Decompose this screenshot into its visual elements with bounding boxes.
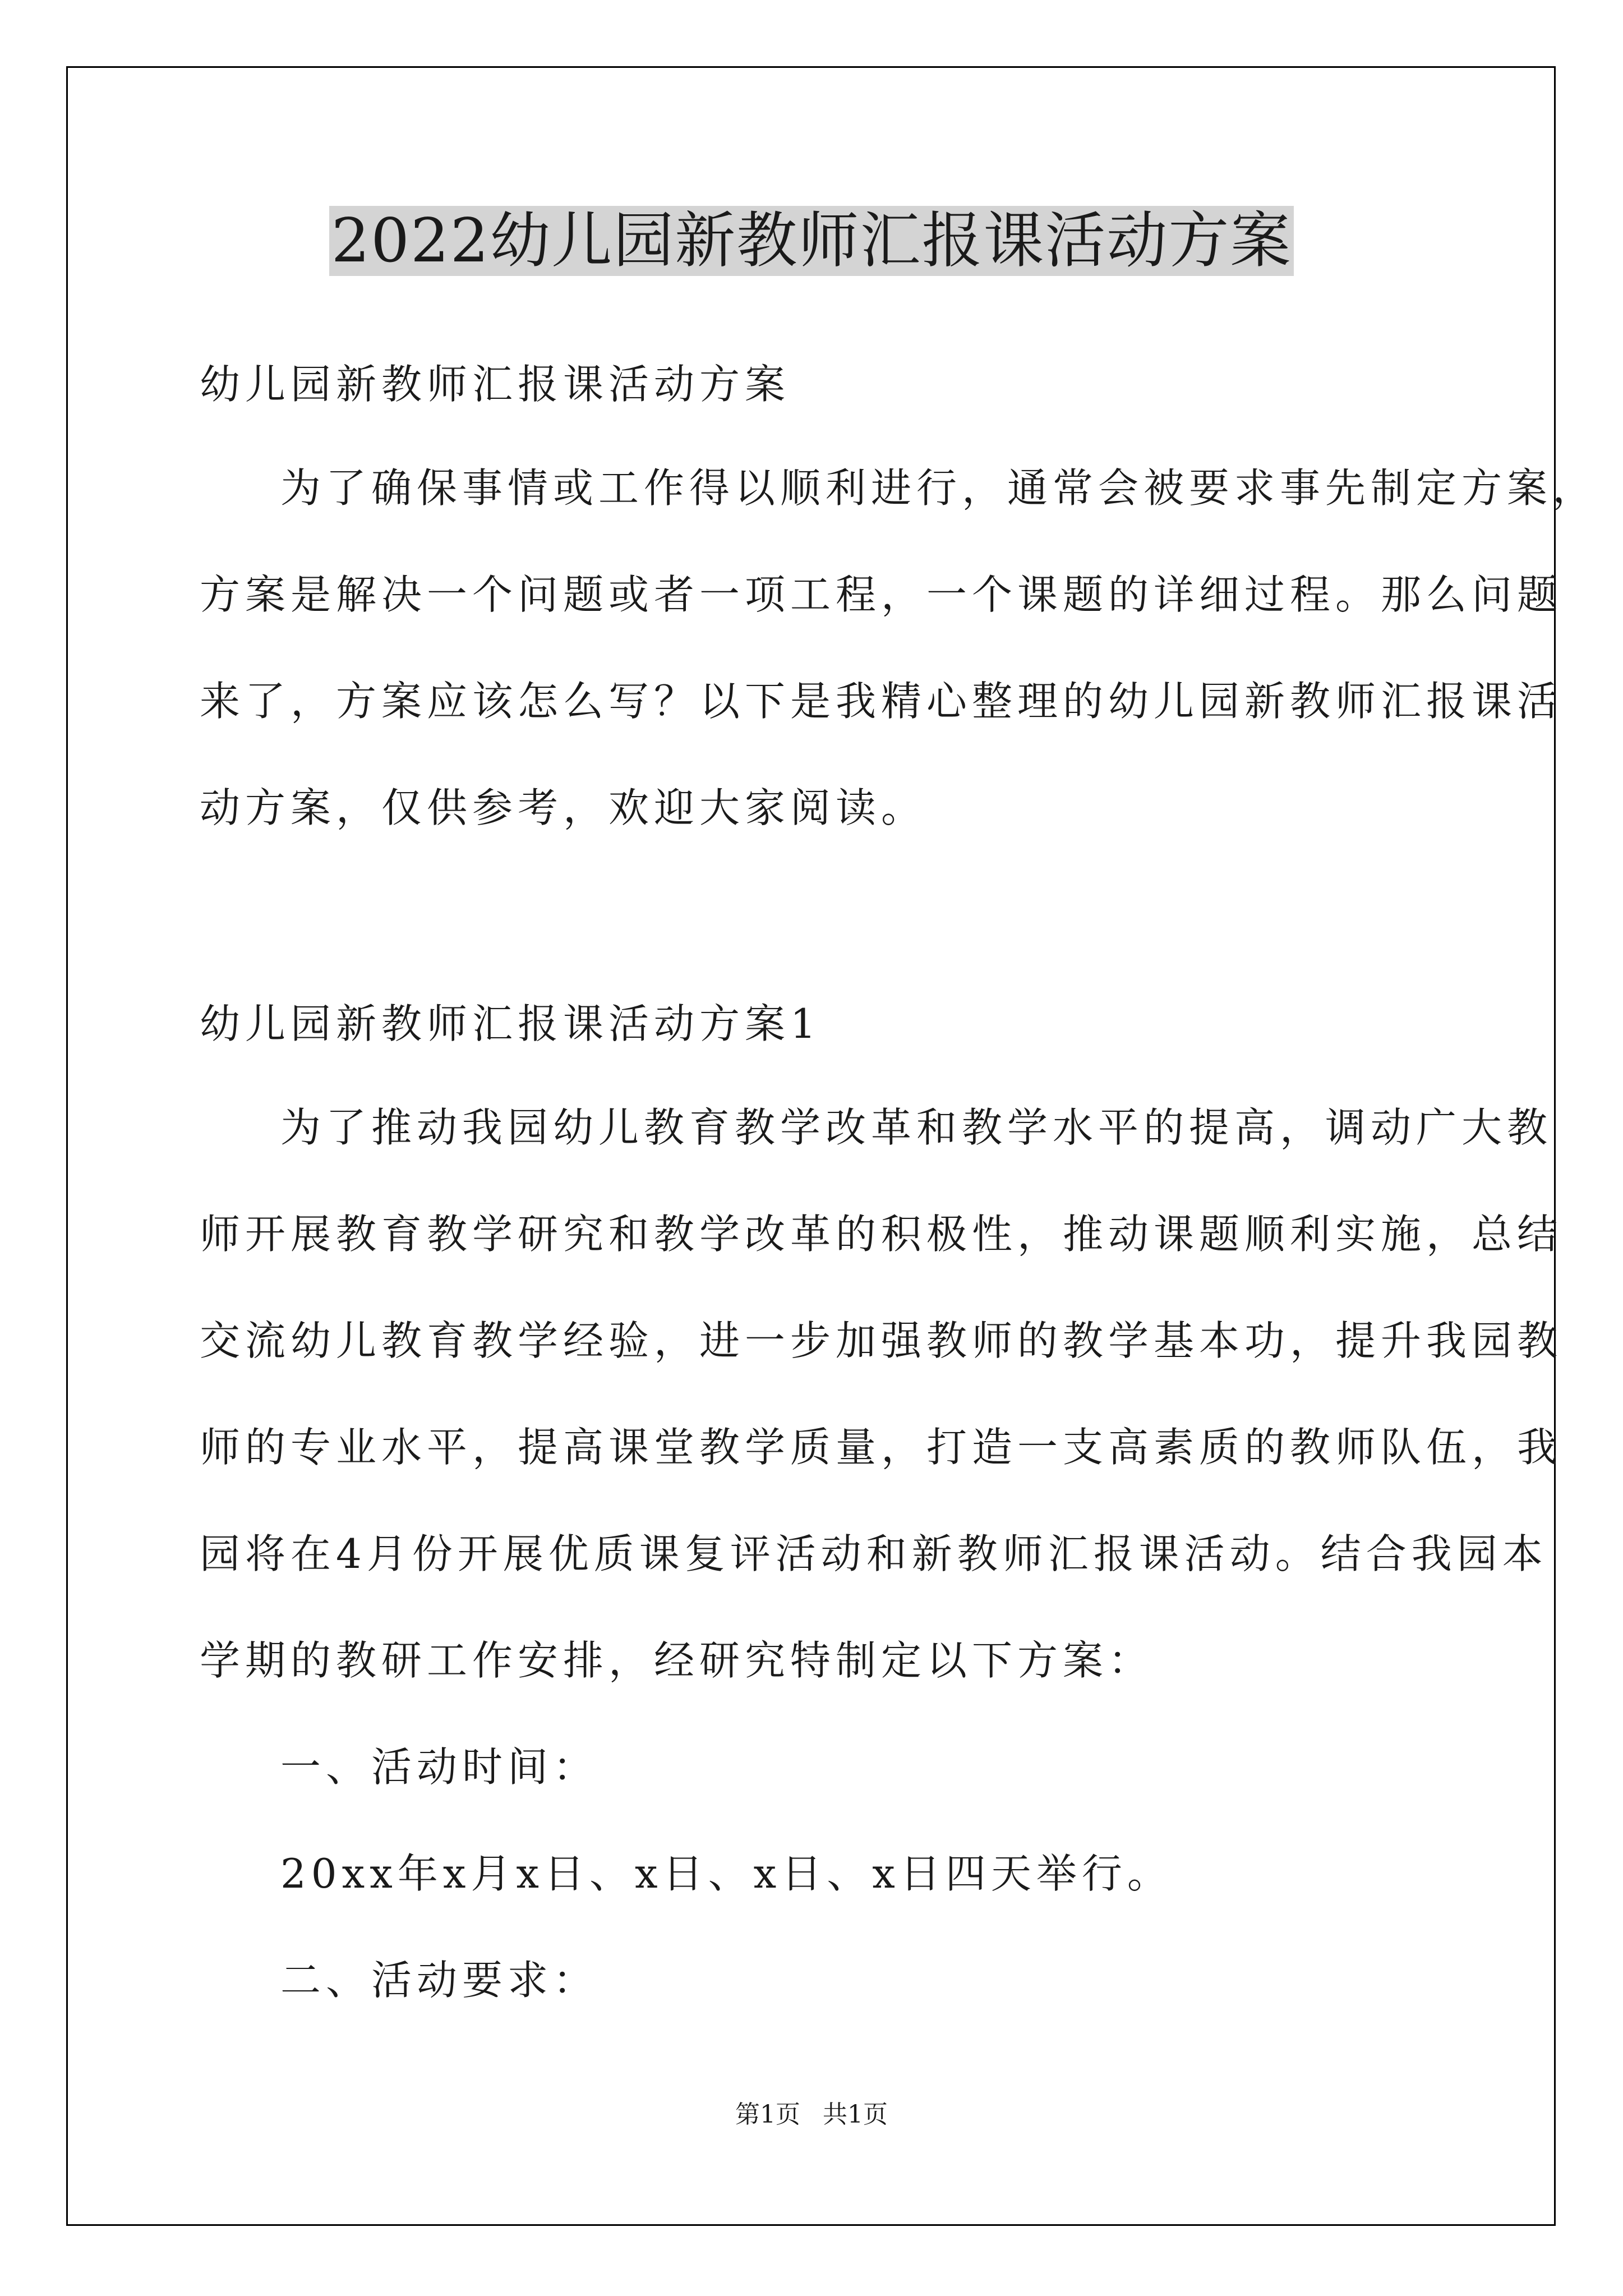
paragraph-line: 师开展教育教学研究和教学改革的积极性，推动课题顺利实施，总结 [200,1211,1563,1258]
page-number-total: 共1页 [823,2100,888,2129]
paragraph-line: 来了，方案应该怎么写？以下是我精心整理的幼儿园新教师汇报课活 [200,678,1563,725]
paragraph-line: 交流幼儿教育教学经验，进一步加强教师的教学基本功，提升我园教 [200,1317,1563,1364]
paragraph-line: 动方案，仅供参考，欢迎大家阅读。 [200,784,927,831]
item-heading-requirements: 二、活动要求： [280,1957,599,2004]
document-title [0,199,1623,283]
document-subtitle: 幼儿园新教师汇报课活动方案 [200,361,791,408]
paragraph-line: 为了确保事情或工作得以顺利进行，通常会被要求事先制定方案， [280,464,1598,512]
section1-paragraph [200,1074,1563,1714]
paragraph-line: 园将在4月份开展优质课复评活动和新教师汇报课活动。结合我园本 [200,1530,1548,1577]
paragraph-line: 为了推动我园幼儿教育教学改革和教学水平的提高，调动广大教 [280,1104,1553,1151]
item-text-time: 20xx年x月x日、x日、x日、x日四天举行。 [280,1850,1173,1897]
page-footer [0,2098,1623,2132]
page-number-current: 第1页 [735,2100,800,2129]
document-title-text: 2022幼儿园新教师汇报课活动方案 [329,206,1294,276]
section-heading: 幼儿园新教师汇报课活动方案1 [200,1000,821,1047]
paragraph-line: 方案是解决一个问题或者一项工程，一个课题的详细过程。那么问题 [200,571,1563,618]
intro-paragraph [200,435,1598,861]
activity-items [200,1714,1433,2033]
item-heading-time: 一、活动时间： [280,1743,599,1791]
paragraph-line: 学期的教研工作安排，经研究特制定以下方案： [200,1637,1154,1684]
paragraph-line: 师的专业水平，提高课堂教学质量，打造一支高素质的教师队伍，我 [200,1424,1563,1471]
